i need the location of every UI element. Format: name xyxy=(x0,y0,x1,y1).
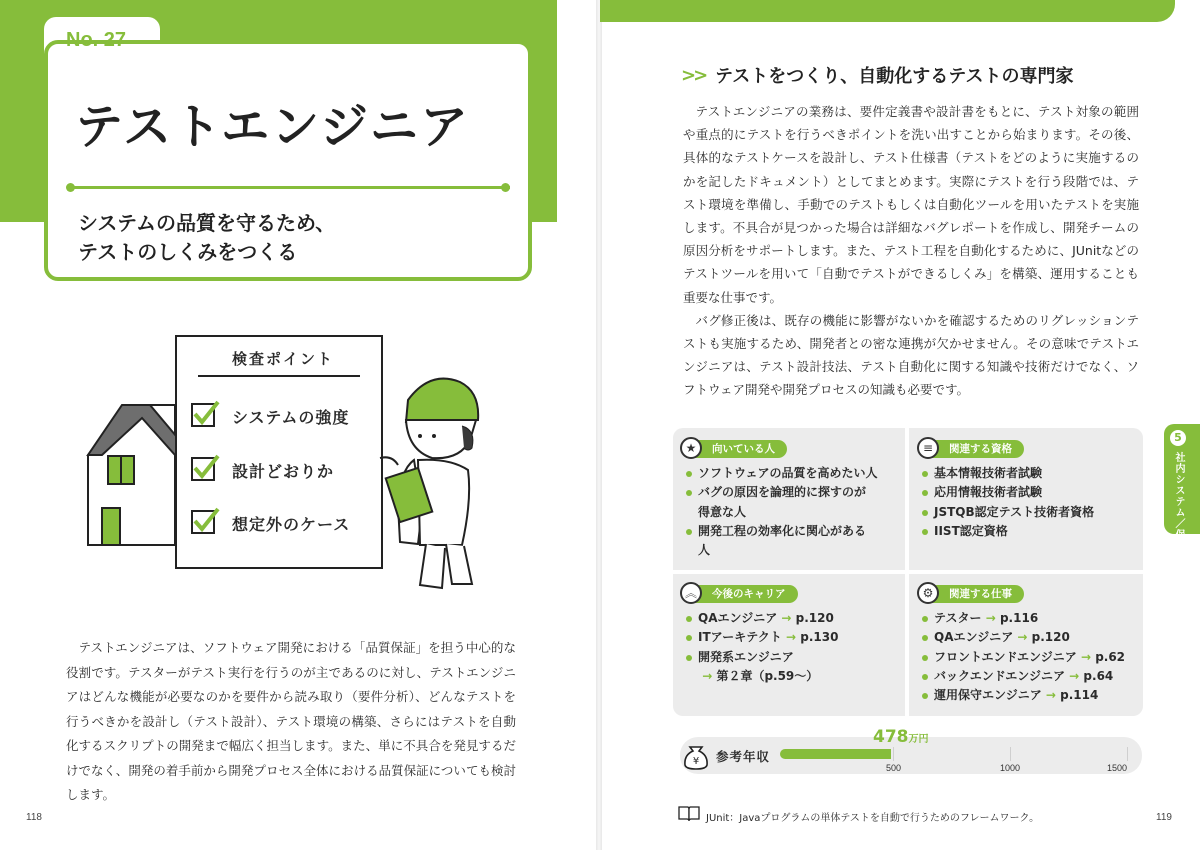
worker-figure xyxy=(380,379,478,588)
suited-list xyxy=(686,464,878,560)
section-heading: テストをつくり、自動化するテストの専門家 xyxy=(715,66,1074,87)
list-item: QAエンジニア → p.120 xyxy=(922,628,1125,647)
left-page xyxy=(0,0,597,850)
subtitle-line-1: システムの品質を守るため、 xyxy=(78,211,336,235)
career-label: 今後のキャリア xyxy=(688,585,798,603)
list-item: QAエンジニア → p.120 xyxy=(686,609,838,628)
book-gutter xyxy=(596,0,602,850)
right-body-text xyxy=(683,100,1139,402)
list-item: 開発系エンジニア xyxy=(686,648,838,667)
list-item: JSTQB認定テスト技術者資格 xyxy=(922,503,1094,522)
salary-bar-fill xyxy=(780,749,891,759)
body-paragraph-2: バグ修正後は、既存の機能に影響がないかを確認するためのリグレッションテストも実施するため、開発者との密な連携が欠かせません。その意味でテストエンジニアは、テスト設計技法、テスト自動化に関する知識や技術だけでなく、ソフトウェア開発や開発プロセスの知識も必要です。 xyxy=(683,312,1139,398)
page-title: テストエンジニア xyxy=(75,99,470,155)
list-item: ITアーキテクト → p.130 xyxy=(686,628,838,647)
list-item: バグの原因を論理的に探すのが xyxy=(686,483,878,502)
list-item: テスター → p.116 xyxy=(922,609,1125,628)
tick xyxy=(1127,747,1128,761)
list-item: ソフトウェアの品質を高めたい人 xyxy=(686,464,878,483)
left-body-text: テストエンジニアは、ソフトウェア開発における「品質保証」を担う中心的な役割です。テスターがテスト実行を行うのが主であるのに対し、テストエンジニアはどんな機能が必要なのかを要件から読み取り（要件分析）、どんなテストを行うべきかを設計し（テスト設計）、テスト環境の構築、さらにはテストを自動化するスクリプトの開発まで幅広く担当します。また、単に不具合を発見するだけでなく、開発の着手前から開発プロセス全体における品質保証についても検討します。 xyxy=(66,640,516,802)
list-item: フロントエンドエンジニア → p.62 xyxy=(922,648,1125,667)
list-item: 人 xyxy=(698,543,711,558)
list-item: 開発工程の効率化に関心がある xyxy=(686,522,878,541)
divider-dot-right xyxy=(501,183,510,192)
chevron-up-icon: ︽ xyxy=(680,582,702,604)
certs-list xyxy=(922,464,1094,541)
page-number-left: 118 xyxy=(26,812,42,823)
subtitle xyxy=(78,209,335,267)
list-item: 運用保守エンジニア → p.114 xyxy=(922,686,1125,705)
money-bag-icon xyxy=(680,739,712,771)
salary-label: 参考年収 xyxy=(716,749,771,764)
tick xyxy=(893,747,894,761)
suited-label: 向いている人 xyxy=(688,440,787,458)
jobs-list xyxy=(922,609,1125,705)
svg-text:¥: ¥ xyxy=(692,756,700,767)
salary-value: 478万円 xyxy=(873,727,929,747)
book-icon xyxy=(678,805,700,821)
divider-dot-left xyxy=(66,183,75,192)
page-number-right: 119 xyxy=(1156,812,1172,823)
title-divider xyxy=(70,186,510,189)
checklist-item-strength: システムの強度 xyxy=(232,408,350,427)
footnote: JUnit：Javaプログラムの単体テストを自動で行うためのフレームワーク。 xyxy=(706,813,1040,824)
jobs-label: 関連する仕事 xyxy=(925,585,1024,603)
certs-label: 関連する資格 xyxy=(925,440,1024,458)
tick-label: 500 xyxy=(886,763,902,773)
star-icon: ★ xyxy=(680,437,702,459)
list-item: 得意な人 xyxy=(698,504,747,519)
checklist-item-unexpected: 想定外のケース xyxy=(232,515,351,534)
top-accent-bar xyxy=(600,0,1175,22)
entry-number: No. 27 xyxy=(66,29,127,51)
chapter-number: 5 xyxy=(1170,430,1186,446)
checklist-item-design: 設計どおりか xyxy=(232,462,335,481)
list-item: IIST認定資格 xyxy=(922,522,1094,541)
career-list xyxy=(686,609,838,686)
gear-icon: ⚙ xyxy=(917,582,939,604)
list-item: 応用情報技術者試験 xyxy=(922,483,1094,502)
double-chevron-icon: >> xyxy=(681,65,706,86)
tick-label: 1000 xyxy=(1000,763,1021,773)
checklist-heading: 検査ポイント xyxy=(232,350,335,368)
list-item: → 第２章（p.59～） xyxy=(702,668,819,683)
subtitle-line-2: テストのしくみをつくる xyxy=(78,240,298,264)
list-item: 基本情報技術者試験 xyxy=(922,464,1094,483)
tick-label: 1500 xyxy=(1107,763,1128,773)
list-item: バックエンドエンジニア → p.64 xyxy=(922,667,1125,686)
chapter-label: 社内システム／保守系 xyxy=(1173,452,1184,562)
tick xyxy=(1010,747,1011,761)
body-paragraph-1: テストエンジニアの業務は、要件定義書や設計書をもとに、テスト対象の範囲や重点的にテストを行うべきポイントを洗い出すことから始まります。その後、具体的なテストケースを設計し、テスト仕様書（テストをどのように実施するのかを記したドキュメント）としてまとめます。実際にテストを行う段階では、テスト環境を準備し、手動でのテストもしくは自動化ツールを用いたテストを実施します。不具合が見つかった場合は詳細なバグレポートを作成し、開発チームの原因分析をサポートします。また、テスト工程を自動化するために、JUnitなどのテストツールを用いて「自動でテストができるしくみ」を構築、運用することも重要な仕事です。 xyxy=(683,104,1139,305)
document-icon: ≡ xyxy=(917,437,939,459)
